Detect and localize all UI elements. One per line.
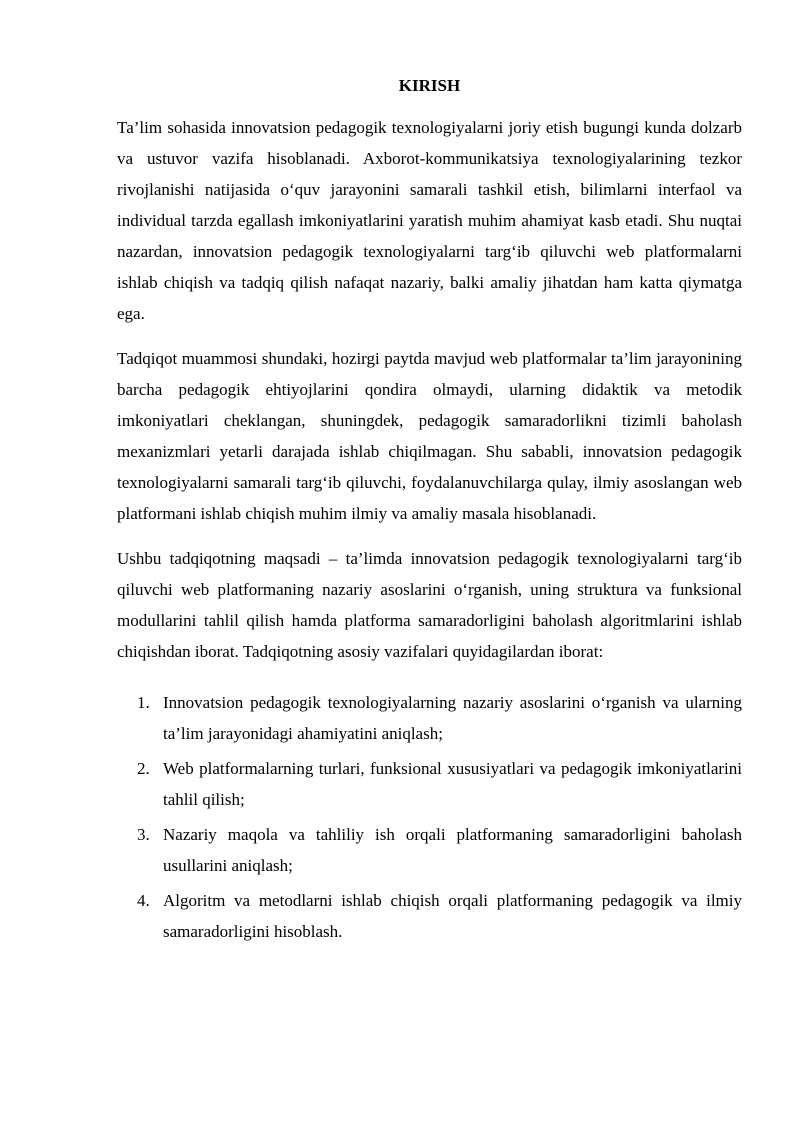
document-page	[117, 74, 742, 951]
list-item	[117, 819, 742, 881]
list-item	[117, 885, 742, 947]
list-item-text: Innovatsion pedagogik texnologiyalarning nazariy asoslarini o‘rganish va ularning ta’lim jarayonidagi ahamiyatini aniqlash;	[163, 693, 742, 743]
list-item-text: Nazariy maqola va tahliliy ish orqali platformaning samaradorligini baholash usullarini aniqlash;	[163, 825, 742, 875]
section-heading: KIRISH	[398, 76, 461, 95]
list-item-text: Algoritm va metodlarni ishlab chiqish orqali platformaning pedagogik va ilmiy samaradorligini hisoblash.	[163, 891, 742, 941]
goal-paragraph: Ushbu tadqiqotning maqsadi – ta’limda innovatsion pedagogik texnologiyalarni targ‘ib qiluvchi web platformaning nazariy asoslarini o‘rganish, uning struktura va funksional modullarini tahlil qilish hamda platforma samaradorligini baholash algoritmlarini ishlab chiqishdan iborat. Tadqiqotning asosiy vazifalari quyidagilardan iborat:	[117, 549, 742, 661]
list-item-number: 2.	[137, 759, 150, 778]
list-item-number: 1.	[137, 693, 150, 712]
task-list	[117, 687, 742, 947]
intro-paragraph: Ta’lim sohasida innovatsion pedagogik texnologiyalarni joriy etish bugungi kunda dolzarb va ustuvor vazifa hisoblanadi. Axborot-kommunikatsiya texnologiyalarining tezkor rivojlanishi natijasida o‘quv jarayonini samarali tashkil etish, bilimlarni interfaol va individual tarzda egallash imkoniyatlarini yaratish muhim ahamiyat kasb etadi. Shu nuqtai nazardan, innovatsion pedagogik texnologiyalarni targ‘ib qiluvchi web platformalarni ishlab chiqish va tadqiq qilish nafaqat nazariy, balki amaliy jihatdan ham katta qiymatga ega.	[117, 118, 742, 323]
list-item	[117, 687, 742, 749]
problem-paragraph: Tadqiqot muammosi shundaki, hozirgi paytda mavjud web platformalar ta’lim jarayonining barcha pedagogik ehtiyojlarini qondira olmaydi, ularning didaktik va metodik imkoniyatlari cheklangan, shuningdek, pedagogik samaradorlikni tizimli baholash mexanizmlari yetarli darajada ishlab chiqilmagan. Shu sababli, innovatsion pedagogik texnologiyalarni samarali targ‘ib qiluvchi, foydalanuvchilarga qulay, ilmiy asoslangan web platformani ishlab chiqish muhim ilmiy va amaliy masala hisoblanadi.	[117, 349, 742, 523]
list-item-number: 3.	[137, 825, 150, 844]
list-item-text: Web platformalarning turlari, funksional xususiyatlari va pedagogik imkoniyatlarini tahlil qilish;	[163, 759, 742, 809]
list-item	[117, 753, 742, 815]
list-item-number: 4.	[137, 891, 150, 910]
